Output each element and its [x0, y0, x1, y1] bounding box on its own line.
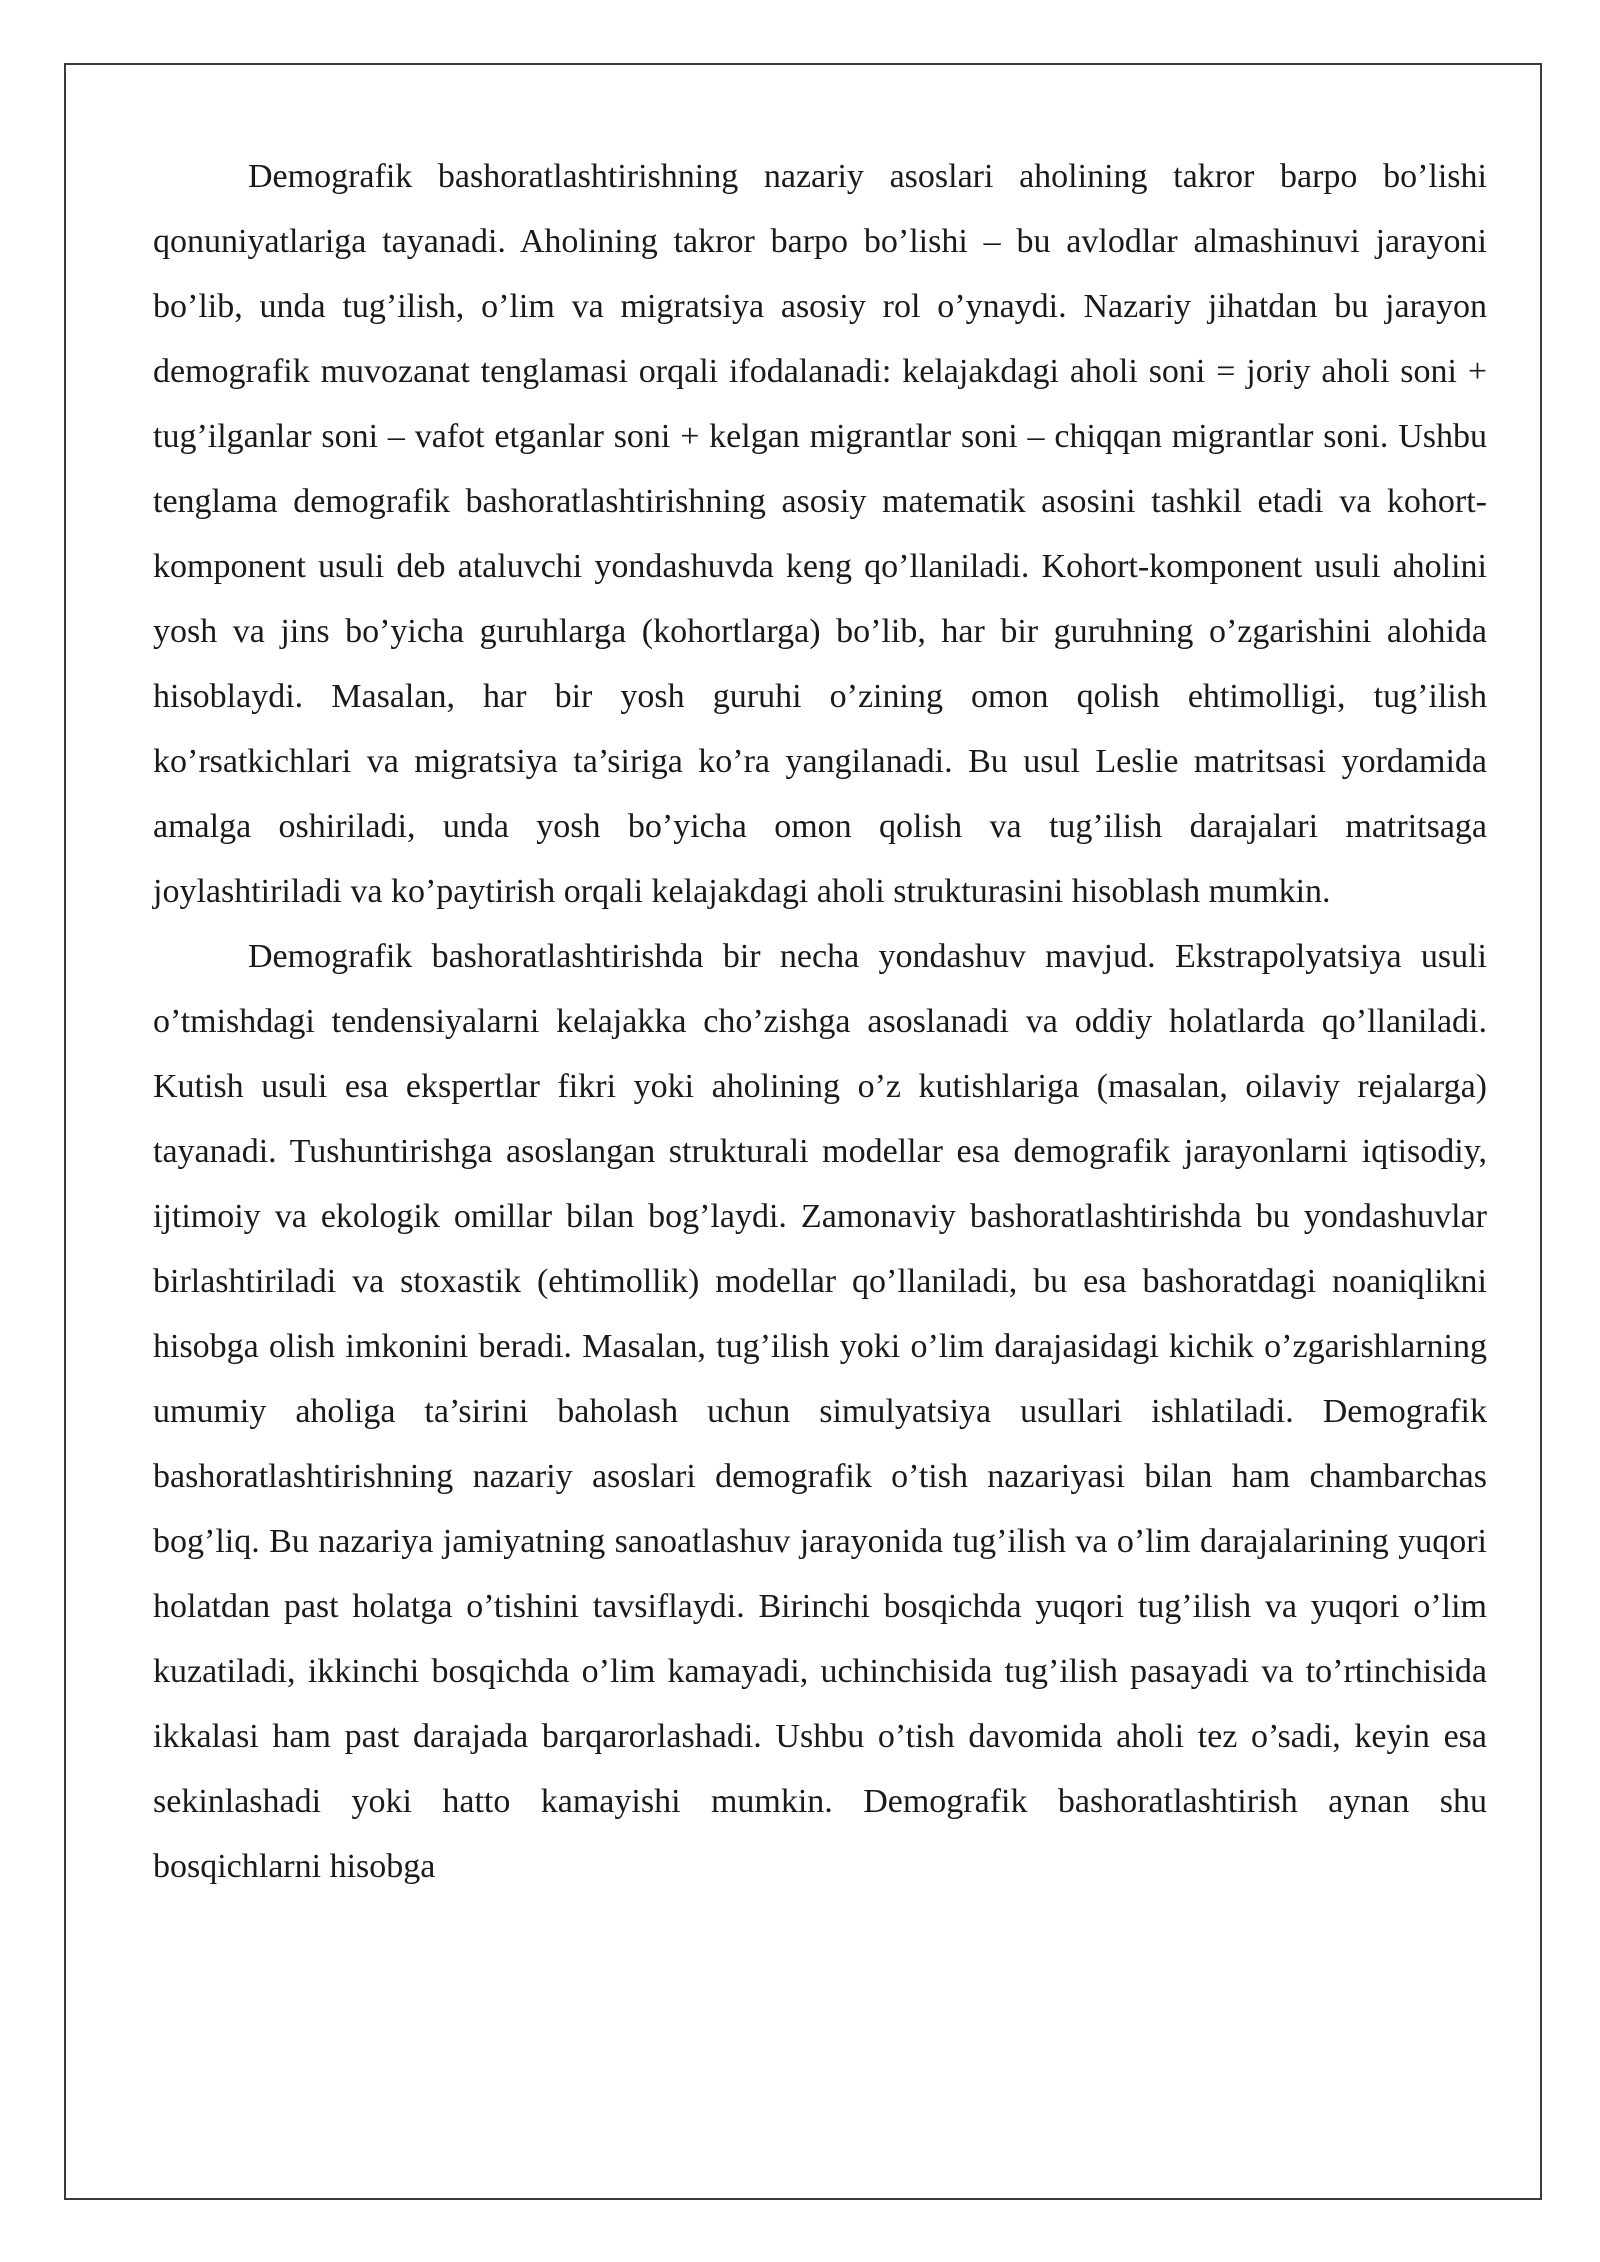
paragraph-1: Demografik bashoratlashtirishning nazariy asoslari aholining takror barpo bo’lishi qonuniyatlariga tayanadi. Aholining takror barpo bo’lishi – bu avlodlar almashinuvi jarayoni bo’lib, unda tug’ilish, o’lim va migratsiya asosiy rol o’ynaydi. Nazariy jihatdan bu jarayon demografik muvozanat tenglamasi orqali ifodalanadi: kelajakdagi aholi soni = joriy aholi soni + tug’ilganlar soni – vafot etganlar soni + kelgan migrantlar soni – chiqqan migrantlar soni. Ushbu tenglama demografik bashoratlashtirishning asosiy matematik asosini tashkil etadi va kohort-komponent usuli deb ataluvchi yondashuvda keng qo’llaniladi. Kohort-komponent usuli aholini yosh va jins bo’yicha guruhlarga (kohortlarga) bo’lib, har bir guruhning o’zgarishini alohida hisoblaydi. Masalan, har bir yosh guruhi o’zining omon qolish ehtimolligi, tug’ilish ko’rsatkichlari va migratsiya ta’siriga ko’ra yangilanadi. Bu usul Leslie matritsasi yordamida amalga oshiriladi, unda yosh bo’yicha omon qolish va tug’ilish darajalari matritsaga joylashtiriladi va ko’paytirish orqali kelajakdagi aholi strukturasini hisoblash mumkin.	[153, 158, 1487, 910]
paragraph-2: Demografik bashoratlashtirishda bir necha yondashuv mavjud. Ekstrapolyatsiya usuli o’tmishdagi tendensiyalarni kelajakka cho’zishga asoslanadi va oddiy holatlarda qo’llaniladi. Kutish usuli esa ekspertlar fikri yoki aholining o’z kutishlariga (masalan, oilaviy rejalarga) tayanadi. Tushuntirishga asoslangan strukturali modellar esa demografik jarayonlarni iqtisodiy, ijtimoiy va ekologik omillar bilan bog’laydi. Zamonaviy bashoratlashtirishda bu yondashuvlar birlashtiriladi va stoxastik (ehtimollik) modellar qo’llaniladi, bu esa bashoratdagi noaniqlikni hisobga olish imkonini beradi. Masalan, tug’ilish yoki o’lim darajasidagi kichik o’zgarishlarning umumiy aholiga ta’sirini baholash uchun simulyatsiya usullari ishlatiladi. Demografik bashoratlashtirishning nazariy asoslari demografik o’tish nazariyasi bilan ham chambarchas bog’liq. Bu nazariya jamiyatning sanoatlashuv jarayonida tug’ilish va o’lim darajalarining yuqori holatdan past holatga o’tishini tavsiflaydi. Birinchi bosqichda yuqori tug’ilish va yuqori o’lim kuzatiladi, ikkinchi bosqichda o’lim kamayadi, uchinchisida tug’ilish pasayadi va to’rtinchisida ikkalasi ham past darajada barqarorlashadi. Ushbu o’tish davomida aholi tez o’sadi, keyin esa sekinlashadi yoki hatto kamayishi mumkin. Demografik bashoratlashtirish aynan shu bosqichlarni hisobga	[153, 938, 1487, 1885]
document-body	[153, 144, 1487, 1899]
